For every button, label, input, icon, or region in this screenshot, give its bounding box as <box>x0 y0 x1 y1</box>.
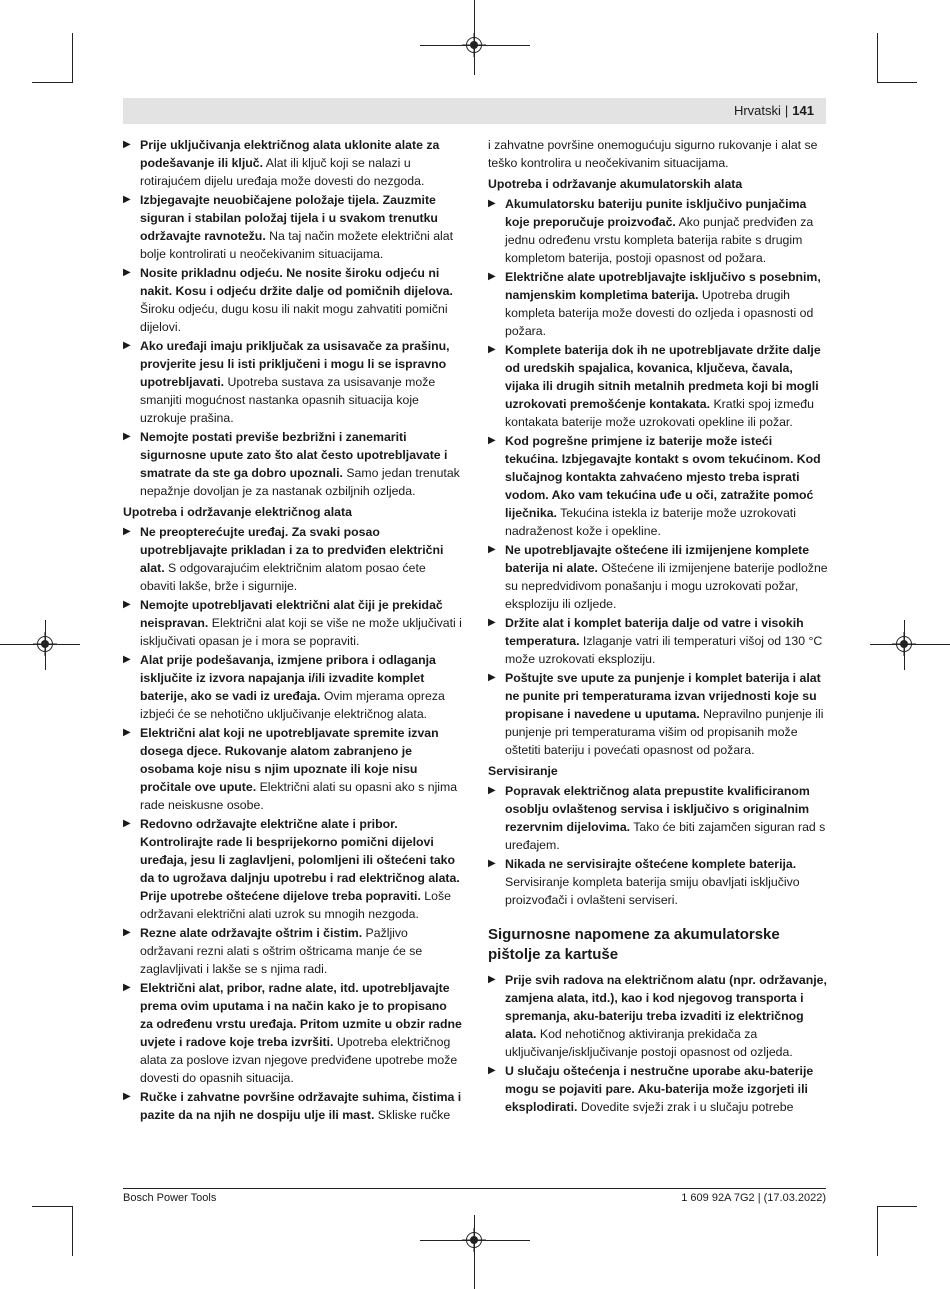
item-bold-text: Električni alat koji ne upotrebljavate spremite izvan dosega djece. Rukovanje alatom zabranjeno je osobama koje nisu s njim upoznate ili koje nisu pročitale ove upute. <box>140 726 439 794</box>
right-column <box>488 136 828 1117</box>
item-body-text: Nepravilno punjenje ili punjenje pri temperaturama višim od propisanih može oštetiti bateriju i povećati opasnost od požara. <box>505 707 824 757</box>
triangle-bullet-icon: ▶ <box>123 194 131 205</box>
list-item <box>488 782 828 854</box>
crop-mark <box>72 1206 73 1256</box>
triangle-bullet-icon: ▶ <box>123 526 131 537</box>
item-body-text: Široku odjeću, dugu kosu ili nakit mogu zahvatiti pomični dijelovi. <box>140 302 448 334</box>
crop-mark <box>877 1206 917 1207</box>
item-bold-text: Ne upotrebljavajte oštećene ili izmijenjene komplete baterija ni alate. <box>505 543 810 575</box>
registration-mark-icon <box>37 636 53 652</box>
item-body-text: Ovim mjerama opreza izbjeći će se nehotično uključivanje električnog alata. <box>140 689 445 721</box>
crop-mark <box>32 1206 72 1207</box>
list-item <box>123 191 463 263</box>
item-body-text: S odgovarajućim električnim alatom posao ćete obaviti lakše, brže i sigurnije. <box>140 561 426 593</box>
list-item <box>123 264 463 336</box>
item-bold-text: Alat prije podešavanja, izmjene pribora i odlaganja isključite iz izvora napajanja i/ili izvadite komplet baterije, ako se vadi iz uređaja. <box>140 653 436 703</box>
triangle-bullet-icon: ▶ <box>488 617 496 628</box>
triangle-bullet-icon: ▶ <box>488 858 496 869</box>
item-body-text: Električni alat koji se više ne može uključivati i isključivati opasan je i mora se popraviti. <box>140 616 462 648</box>
list-item <box>123 815 463 923</box>
crop-mark <box>877 33 878 83</box>
item-body-text: Upotreba električnog alata za poslove izvan njegove predviđene upotrebe može dovesti do opasnih situacija. <box>140 1035 458 1085</box>
item-bold-text: Komplete baterija dok ih ne upotrebljavate držite dalje od uredskih spajalica, kovanica, ključeva, čavala, vijaka ili drugih sitnih metalnih predmeta koji bi mogli uzrokovati premošćenje kontakata. <box>505 343 821 411</box>
item-bold-text: Ako uređaji imaju priključak za usisavače za prašinu, provjerite jesu li isti priključeni i mogu li se ispravno upotrebljavati. <box>140 339 450 389</box>
list-item <box>488 432 828 540</box>
list-item <box>123 724 463 814</box>
list-item <box>123 136 463 190</box>
triangle-bullet-icon: ▶ <box>488 344 496 355</box>
item-bold-text: Nikada ne servisirajte oštećene komplete baterija. <box>505 857 797 871</box>
list-item <box>123 523 463 595</box>
item-bold-text: Izbjegavajte neuobičajene položaje tijela. Zauzmite siguran i stabilan položaj tijela i u svakom trenutku održavajte ravnotežu. <box>140 193 438 243</box>
triangle-bullet-icon: ▶ <box>123 654 131 665</box>
triangle-bullet-icon: ▶ <box>488 435 496 446</box>
item-bold-text: Redovno održavajte električne alate i pribor. Kontrolirajte rade li besprijekorno pomični dijelovi uređaja, jesu li zaglavljeni, polomljeni ili oštećeni tako da to ugrožava daljnju upotrebu i rad električnog alata. Prije upotrebe oštećene dijelove treba popraviti. <box>140 817 460 903</box>
item-body-text: Tako će biti zajamčen siguran rad s uređajem. <box>505 820 826 852</box>
header-separator: | <box>784 103 789 118</box>
list-item <box>488 195 828 267</box>
item-bold-text: Prije svih radova na električnom alatu (npr. održavanje, zamjena alata, itd.), kao i kod njegovog transporta i spremanja, aku-bateriju treba izvaditi iz električnog alata. <box>505 973 827 1041</box>
triangle-bullet-icon: ▶ <box>123 818 131 829</box>
item-bold-text: Popravak električnog alata prepustite kvalificiranom osoblju ovlaštenog servisa i isključivo s originalnim rezervnim dijelovima. <box>505 784 810 834</box>
list-item <box>123 428 463 500</box>
item-bold-text: Držite alat i komplet baterija dalje od vatre i visokih temperatura. <box>505 616 804 648</box>
crop-mark <box>877 82 917 83</box>
item-body-text: Izlaganje vatri ili temperaturi višoj od 130 °C može uzrokovati eksploziju. <box>505 634 823 666</box>
item-bold-text: Nosite prikladnu odjeću. Ne nosite široku odjeću ni nakit. Kosu i odjeću držite dalje od pomičnih dijelova. <box>140 266 453 298</box>
list-item <box>488 614 828 668</box>
footer-brand: Bosch Power Tools <box>123 1192 217 1204</box>
footer-rule <box>123 1188 826 1189</box>
list-item <box>488 855 828 909</box>
item-body-text: Kod nehotičnog aktiviranja prekidača za uključivanje/isključivanje postoji opasnost od ozljeda. <box>505 1027 793 1059</box>
item-bold-text: Električne alate upotrebljavajte isključivo s posebnim, namjenskim kompletima baterija. <box>505 270 821 302</box>
triangle-bullet-icon: ▶ <box>123 340 131 351</box>
item-body-text: Kratki spoj između kontakata baterije može uzrokovati opekline ili požar. <box>505 397 814 429</box>
item-body-text: Električni alati su opasni ako s njima rade neiskusne osobe. <box>140 780 458 812</box>
registration-mark-icon <box>466 1232 482 1248</box>
item-body-text: Upotreba drugih kompleta baterija može dovesti do ozljeda i opasnosti od požara. <box>505 288 814 338</box>
paragraph: i zahvatne površine onemogućuju sigurno rukovanje i alat se teško kontrolira u neočekivanim situacijama. <box>488 138 818 170</box>
item-bold-text: Električni alat, pribor, radne alate, itd. upotrebljavajte prema ovim uputama i na način kako je to propisano za određenu vrstu uređaja. Pritom uzmite u obzir radne uvjete i radove koje treba izvršiti. <box>140 981 462 1049</box>
list-item <box>488 341 828 431</box>
page-number: 141 <box>792 103 814 118</box>
item-body-text: Dovedite svježi zrak i u slučaju potrebe <box>577 1100 794 1114</box>
item-body-text: Alat ili ključ koji se nalazi u rotirajućem dijelu uređaja može dovesti do nezgoda. <box>140 156 425 188</box>
triangle-bullet-icon: ▶ <box>488 974 496 985</box>
triangle-bullet-icon: ▶ <box>123 727 131 738</box>
triangle-bullet-icon: ▶ <box>488 1065 496 1076</box>
triangle-bullet-icon: ▶ <box>488 672 496 683</box>
list-item <box>488 268 828 340</box>
item-bold-text: Rezne alate održavajte oštrim i čistim. <box>140 926 363 940</box>
item-bold-text: U slučaju oštećenja i nestručne uporabe aku-baterije mogu se pojaviti pare. Aku-baterija može izgorjeti ili eksplodirati. <box>505 1064 814 1114</box>
triangle-bullet-icon: ▶ <box>123 982 131 993</box>
item-bold-text: Prije uključivanja električnog alata uklonite alate za podešavanje ili ključ. <box>140 138 440 170</box>
list-item <box>123 979 463 1087</box>
list-item <box>488 971 828 1061</box>
header-language: Hrvatski <box>733 103 781 118</box>
triangle-bullet-icon: ▶ <box>488 271 496 282</box>
item-body-text: Pažljivo održavani rezni alati s oštrim oštricama manje će se zaglavljivati i lakše se s njima radi. <box>140 926 423 976</box>
section-heading: Servisiranje <box>488 764 558 778</box>
item-body-text: Skliske ručke <box>374 1108 451 1122</box>
item-body-text: Tekućina istekla iz baterije može uzrokovati nadraženost kože i opekline. <box>505 506 796 538</box>
footer-doc-number: 1 609 92A 7G2 | (17.03.2022) <box>681 1192 826 1204</box>
item-body-text: Loše održavani električni alati uzrok su mnogih nezgoda. <box>140 889 451 921</box>
triangle-bullet-icon: ▶ <box>123 599 131 610</box>
crop-mark <box>32 82 72 83</box>
registration-mark-icon <box>896 636 912 652</box>
triangle-bullet-icon: ▶ <box>488 544 496 555</box>
list-item <box>123 1088 463 1124</box>
item-bold-text: Akumulatorsku bateriju punite isključivo punjačima koje preporučuje proizvođač. <box>505 197 807 229</box>
item-bold-text: Ručke i zahvatne površine održavajte suhima, čistima i pazite da na njih ne dospiju ulje ili mast. <box>140 1090 462 1122</box>
item-bold-text: Kod pogrešne primjene iz baterije može isteći tekućina. Izbjegavajte kontakt s ovom tekućinom. Kod slučajnog kontakta zahvaćeno mjesto treba isprati vodom. Ako vam tekućina uđe u oči, zatražite pomoć liječnika. <box>505 434 821 520</box>
triangle-bullet-icon: ▶ <box>488 198 496 209</box>
registration-mark-icon <box>466 37 482 53</box>
crop-mark <box>72 33 73 83</box>
triangle-bullet-icon: ▶ <box>488 785 496 796</box>
registration-line <box>474 1215 475 1289</box>
chapter-heading: Sigurnosne napomene za akumulatorske pištolje za kartuše <box>488 926 780 963</box>
left-column <box>123 136 463 1125</box>
item-body-text: Oštećene ili izmijenjene baterije podložne su nepredvidivom ponašanju i mogu uzrokovati požar, eksploziju ili ozljede. <box>505 561 828 611</box>
item-body-text: Ako punjač predviđen za jednu određenu vrstu kompleta baterija rabite s drugim kompletom baterija, postoji opasnost od požara. <box>505 215 814 265</box>
crop-mark <box>877 1206 878 1256</box>
section-heading: Upotreba i održavanje električnog alata <box>123 505 352 519</box>
triangle-bullet-icon: ▶ <box>123 431 131 442</box>
item-bold-text: Poštujte sve upute za punjenje i komplet baterija i alat ne punite pri temperaturama izvan vrijednosti koje su propisane i navedene u uputama. <box>505 671 821 721</box>
item-bold-text: Nemojte postati previše bezbrižni i zanemariti sigurnosne upute zato što alat često upotrebljavate i smatrate da ste ga dobro upoznali. <box>140 430 448 480</box>
triangle-bullet-icon: ▶ <box>123 139 131 150</box>
header-label <box>734 103 814 119</box>
list-item <box>488 541 828 613</box>
item-body-text: Samo jedan trenutak nepažnje dovoljan je za nastanak ozbiljnih ozljeda. <box>140 466 460 498</box>
item-body-text: Na taj način možete električni alat bolje kontrolirati u neočekivanim situacijama. <box>140 229 454 261</box>
list-item <box>123 337 463 427</box>
list-item <box>123 596 463 650</box>
item-bold-text: Ne preopterećujte uređaj. Za svaki posao upotrebljavajte prikladan i za to predviđen električni alat. <box>140 525 444 575</box>
list-item <box>123 924 463 978</box>
triangle-bullet-icon: ▶ <box>123 267 131 278</box>
triangle-bullet-icon: ▶ <box>123 927 131 938</box>
page-header <box>123 98 826 124</box>
item-body-text: Servisiranje kompleta baterija smiju obavljati isključivo proizvođači i ovlašteni serviseri. <box>505 875 800 907</box>
list-item <box>488 1062 828 1116</box>
triangle-bullet-icon: ▶ <box>123 1091 131 1102</box>
list-item <box>488 669 828 759</box>
item-body-text: Upotreba sustava za usisavanje može smanjiti mogućnost nastanka opasnih situacija koje uzrokuje prašina. <box>140 375 436 425</box>
list-item <box>123 651 463 723</box>
section-heading: Upotreba i održavanje akumulatorskih alata <box>488 177 743 191</box>
item-bold-text: Nemojte upotrebljavati električni alat čiji je prekidač neispravan. <box>140 598 443 630</box>
